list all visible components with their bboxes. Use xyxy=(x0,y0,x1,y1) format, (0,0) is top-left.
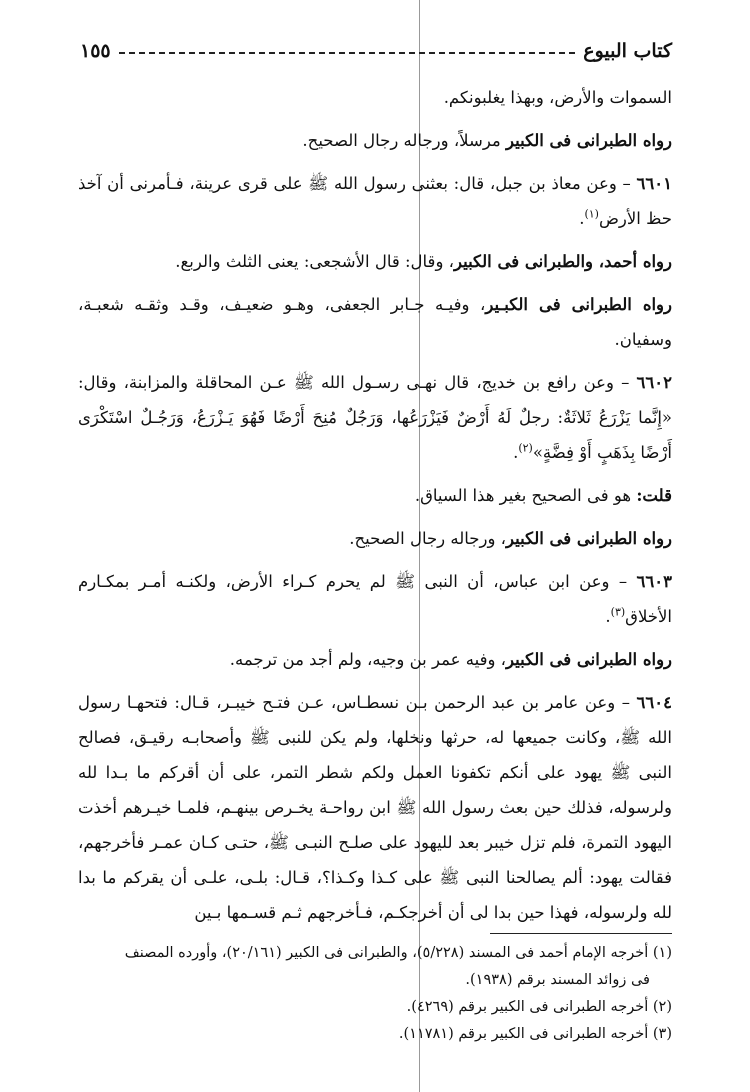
footnote: (٣) أخرجه الطبرانى فى الكبير برقم (١١٧٨١). xyxy=(398,1026,672,1042)
footnotes xyxy=(78,940,672,1048)
footnote: (٢) أخرجه الطبرانى فى الكبير برقم (٤٢٦٩). xyxy=(406,999,672,1015)
running-title: كتاب البيوع xyxy=(583,40,672,62)
paragraph: رواه الطبرانى فى الكبير، وفيه عمر بن وجيه، ولم أجد من ترجمه. xyxy=(229,650,672,669)
hadith-6604: ٦٦٠٤ – وعن عامر بن عبد الرحمن بـن نسطـاس، عـن فتـح خيبـر، قـال: فتحهـا رسول الله ﷺ، وكانت جميعها له، حرثها ونخلها، ولم يكن للنبى ﷺ وأصحابـه رقيـق، فصالح النبى ﷺ يهود على أنكم تكفونا العمل ولكم شطر التمر، على أن أقركم ما بـدا لله ولرسوله، فذلك حين بعث رسول الله ﷺ ابن رواحـة يخـرص بينهـم، فلمـا خيـرهم أخذت اليهود التمرة، فلم تزل خيبر بعد لليهود على صلـح النبـى ﷺ، حتـى كـان عمـر فأخرجهم، فقالت يهود: ألم يصالحنا النبى ﷺ على كـذا وكـذا؟، قـال: بلـى، علـى أن يقركم ما بدا لله ولرسوله، فهذا حين بدا لى أن أخرجكـم، فـأخرجهم ثـم قسـمها بـين xyxy=(78,693,672,922)
hadith-6601: ٦٦٠١ – وعن معاذ بن جبل، قال: بعثنى رسول الله ﷺ على قرى عرينة، فـأمرنى أن آخذ حظ الأرض$^{(١)}$. xyxy=(78,174,672,228)
paragraph: قلت: هو فى الصحيح بغير هذا السياق. xyxy=(414,486,672,505)
paragraph: رواه الطبرانى فى الكبـير، وفيـه جـابر الجعفى، وهـو ضعيـف، وقـد وثقـه شعبـة، وسفيان. xyxy=(78,295,672,349)
hadith-6603: ٦٦٠٣ – وعن ابن عباس، أن النبى ﷺ لم يحرم كـراء الأرض، ولكنـه أمـر بمكـارم الأخلاق$^{(٣)}$. xyxy=(78,572,672,626)
main-text xyxy=(78,80,672,930)
footnote-ref: (٢) xyxy=(518,441,533,455)
paragraph: رواه أحمد، والطبرانى فى الكبير، وقال: قال الأشجعى: يعنى الثلث والربع. xyxy=(175,252,672,271)
paragraph: السموات والأرض، وبهذا يغلبونكم. xyxy=(443,88,672,107)
paragraph: رواه الطبرانى فى الكبير مرسلاً، ورجاله رجال الصحيح. xyxy=(302,131,672,150)
page-number: ١٥٥ xyxy=(80,40,111,62)
footnote-continuation: فى زوائد المسند برقم (١٩٣٨). xyxy=(465,972,650,988)
footnote-ref: (٣) xyxy=(610,605,626,619)
paragraph: رواه الطبرانى فى الكبير، ورجاله رجال الصحيح. xyxy=(349,529,672,548)
footnote: (١) أخرجه الإمام أحمد فى المسند (٥/٢٢٨)، والطبرانى فى الكبير (٢٠/١٦١)، وأورده المصنف xyxy=(124,945,672,961)
header-dashed-rule xyxy=(119,52,576,54)
page-header xyxy=(80,36,672,66)
footnote-separator xyxy=(490,933,672,934)
footnote-ref: (١) xyxy=(584,207,599,221)
hadith-6602: ٦٦٠٢ – وعن رافع بن خديج، قال نهـى رسـول الله ﷺ عـن المحاقلة والمزابنة، وقال: «إِنَّما يَزْرَعُ ثَلاثَةٌ: رجلٌ لَهُ أَرْضٌ فَيَزْرَعُها، وَرَجُلٌ مُنِحَ أَرْضًا فَهُوَ يَـزْرَعُ، وَرَجُـلٌ اسْتَكْرَى أَرْضًا بِذَهَبٍ أَوْ فِضَّةٍ»$^{(٢)}$. xyxy=(78,373,672,462)
